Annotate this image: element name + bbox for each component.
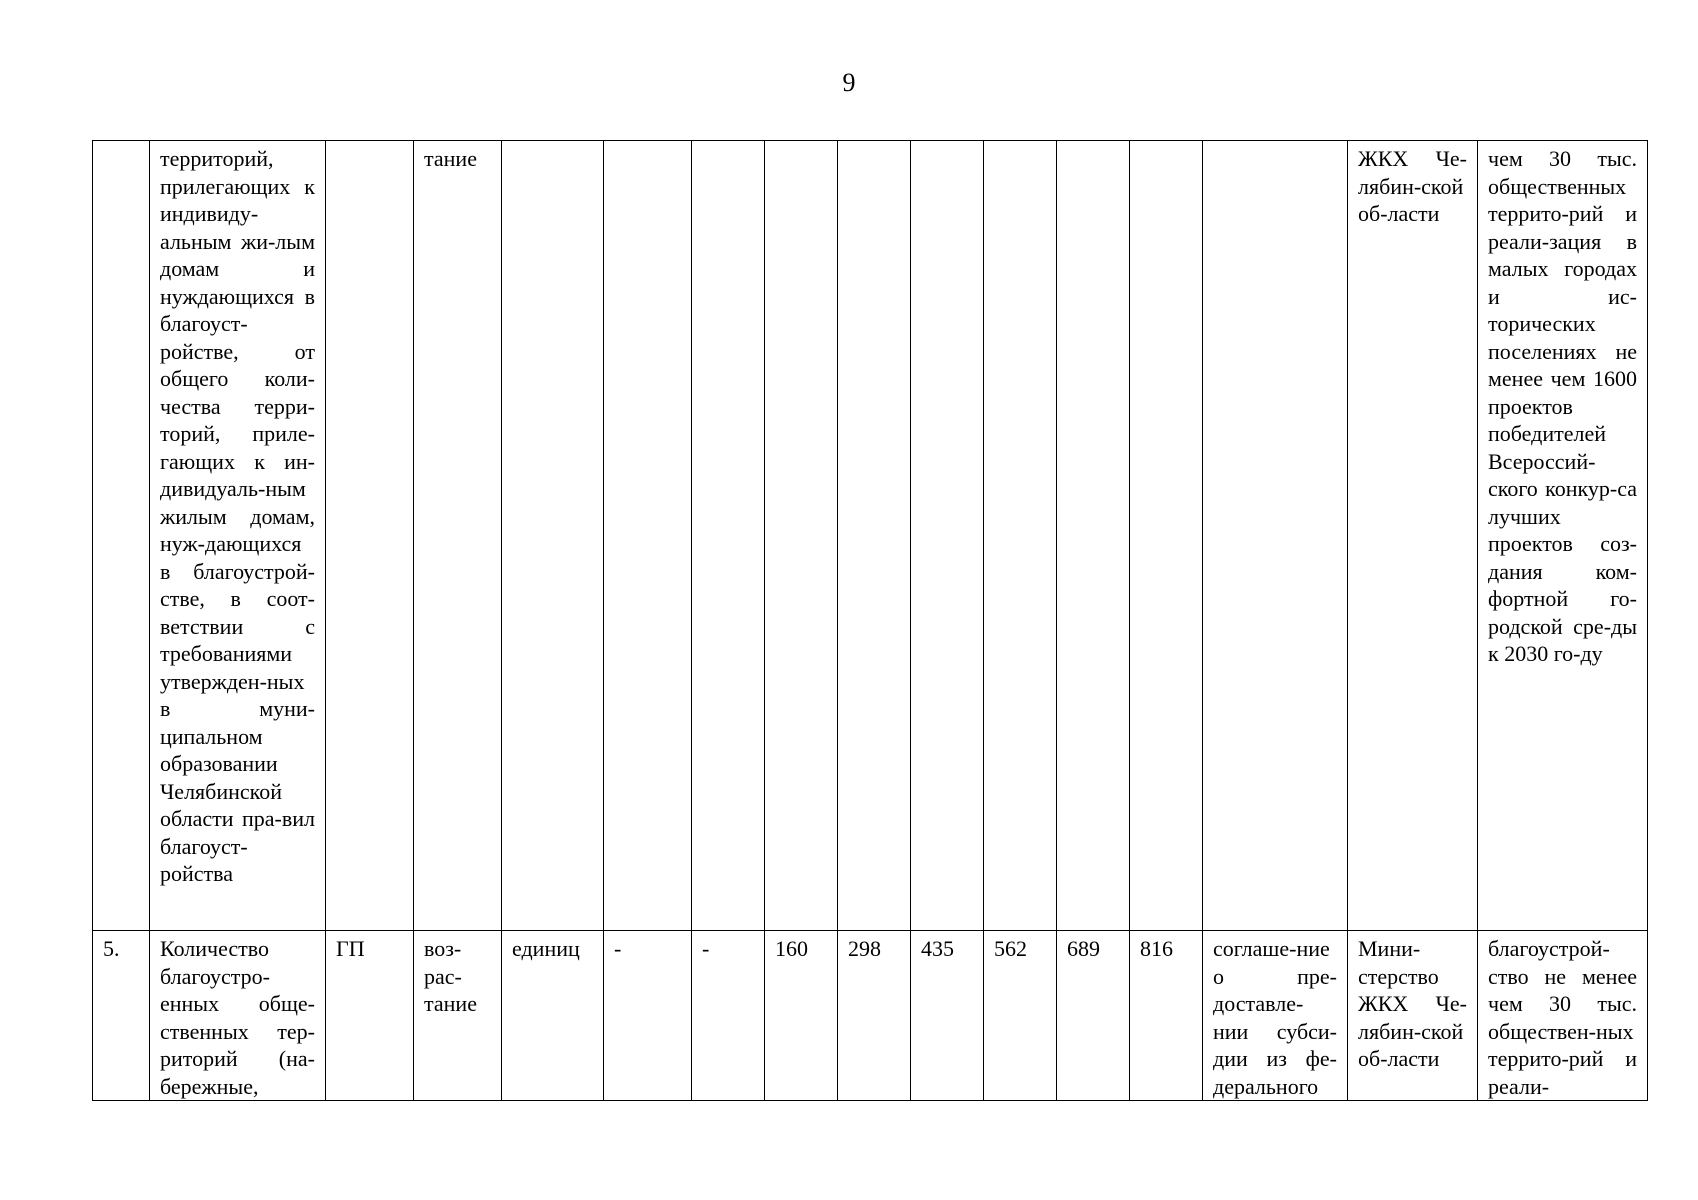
cell-value xyxy=(984,141,1057,931)
cell-responsible: ЖКХ Че-лябин-ской об-ласти xyxy=(1348,141,1478,931)
cell-trend: воз-рас-тание xyxy=(414,931,502,1101)
cell-base-1 xyxy=(604,141,692,931)
table-row xyxy=(93,931,1648,1101)
cell-number xyxy=(93,141,150,931)
cell-value: 562 xyxy=(984,931,1057,1101)
cell-value: 160 xyxy=(765,931,838,1101)
cell-unit: единиц xyxy=(502,931,604,1101)
cell-value xyxy=(1130,141,1203,931)
cell-trend: тание xyxy=(414,141,502,931)
cell-source xyxy=(1203,141,1348,931)
cell-value xyxy=(765,141,838,931)
cell-value: 689 xyxy=(1057,931,1130,1101)
cell-base-1: - xyxy=(604,931,692,1101)
table-row xyxy=(93,141,1648,931)
cell-type: ГП xyxy=(326,931,414,1101)
cell-value xyxy=(838,141,911,931)
cell-type xyxy=(326,141,414,931)
indicators-table xyxy=(92,140,1648,1101)
cell-result: чем 30 тыс. общественных террито-рий и реали-зация в малых городах и ис-торических поселениях не менее чем 1600 проектов победителей Всероссий-ского конкур-са лучших проектов соз-дания ком-фортной го-родской сре-ды к 2030 го-ду xyxy=(1478,141,1648,931)
cell-base-2 xyxy=(692,141,765,931)
cell-result: благоустрой-ство не менее чем 30 тыс. обществен-ных террито-рий и реали- xyxy=(1478,931,1648,1101)
cell-value: 298 xyxy=(838,931,911,1101)
cell-value: 435 xyxy=(911,931,984,1101)
cell-value xyxy=(1057,141,1130,931)
cell-source: соглаше-ние о пре-доставле-нии субси-дии из фе-дерального xyxy=(1203,931,1348,1101)
cell-number: 5. xyxy=(93,931,150,1101)
cell-value xyxy=(911,141,984,931)
page-number: 9 xyxy=(842,68,856,97)
cell-base-2: - xyxy=(692,931,765,1101)
cell-unit xyxy=(502,141,604,931)
cell-indicator: территорий, прилегающих к индивиду-альным жи-лым домам и нуждающихся в благоуст-ройстве, от общего коли-чества терри-торий, приле-гающих к ин-дивидуаль-ным жилым домам, нуж-дающихся в благоустрой-стве, в соот-ветствии с требованиями утвержден-ных в муни-ципальном образовании Челябинской области пра-вил благоуст-ройства xyxy=(150,141,326,931)
cell-value: 816 xyxy=(1130,931,1203,1101)
cell-indicator: Количество благоустро-енных обще-ственных тер-риторий (на-бережные, xyxy=(150,931,326,1101)
cell-responsible: Мини-стерство ЖКХ Че-лябин-ской об-ласти xyxy=(1348,931,1478,1101)
